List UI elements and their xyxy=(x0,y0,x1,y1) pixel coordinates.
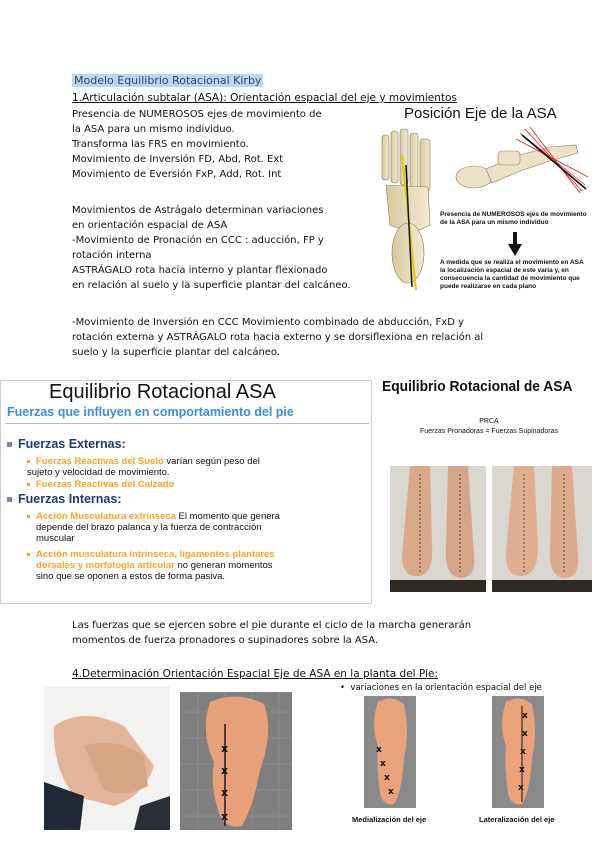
axis-mark: x xyxy=(221,810,229,823)
ground-reaction-text: varían según peso del xyxy=(163,456,260,467)
ground-reaction-label: Fuerzas Reactivas del Suelo xyxy=(36,456,164,467)
caption-line: A medida que se realiza el movimiento en ASA xyxy=(440,259,584,266)
external-forces-heading xyxy=(7,437,126,451)
paragraph-2-line: rotación interna xyxy=(72,250,152,261)
slide-left-subtitle: Fuerzas que influyen en comportamiento del pie xyxy=(7,405,294,419)
paragraph-1-line: Movimiento de Inversión FD, Abd, Rot. Ext xyxy=(72,154,284,165)
extrinsic-muscle-text-2: depende del brazo palanca y la fuerza de contracción xyxy=(36,522,262,533)
extrinsic-muscle-text-3: muscular xyxy=(36,533,75,544)
figure-asa-title: Posición Eje de la ASA xyxy=(404,105,557,122)
svg-text:x: x xyxy=(380,759,386,769)
internal-force-extrinsic xyxy=(27,511,367,544)
external-force-ground xyxy=(27,456,367,478)
heel-photo-right xyxy=(492,466,592,592)
section-4-heading: 4.Determinación Orientación Espacial Eje de ASA en la planta del Pie: xyxy=(72,668,438,680)
bullet-square-icon xyxy=(7,497,12,502)
internal-forces-label: Fuerzas Internas: xyxy=(18,492,122,506)
svg-text:x: x xyxy=(522,729,528,739)
extrinsic-muscle-text: El momento que genera xyxy=(175,511,280,522)
caption-line: Presencia de NUMEROSOS ejes de movimiento xyxy=(440,211,587,218)
heel-photo-left xyxy=(390,466,486,592)
foot-skeleton-lateral-illustration xyxy=(450,125,590,197)
paragraph-2-line: en relación al suelo y la superficie plantar del calcáneo. xyxy=(72,280,351,291)
paragraph-2-line: -Movimiento de Pronación en CCC : aducción, FP y xyxy=(72,235,324,246)
caption-line: la localización espacial de este varia y, en xyxy=(440,267,569,274)
footwear-reaction-label: Fuerzas Reactivas del Calzado xyxy=(36,479,175,490)
paragraph-3-line: rotación externa y ASTRÁGALO rota hacia externo y se dorsiflexiona en relación al xyxy=(72,332,484,343)
bullet-dot-icon: • xyxy=(340,683,351,693)
slide-right-title: Equilibrio Rotacional de ASA xyxy=(382,378,573,395)
lateralization-caption: Lateralización del eje xyxy=(479,815,555,824)
foot-skeleton-dorsal-illustration xyxy=(372,125,444,295)
svg-text:x: x xyxy=(520,747,526,757)
paragraph-3 xyxy=(72,315,483,360)
internal-force-intrinsic xyxy=(27,549,367,582)
prca-label: PRCA xyxy=(479,418,499,425)
document-title: Modelo Equilibrio Rotacional Kirby xyxy=(74,74,262,87)
svg-text:x: x xyxy=(522,711,528,721)
bullet-square-icon xyxy=(27,483,30,486)
svg-text:x: x xyxy=(519,765,525,775)
figure-asa-caption-1 xyxy=(440,211,587,227)
foot-lateralization-illustration xyxy=(492,696,544,808)
caption-line: de la ASA para un mismo individuo xyxy=(440,219,549,226)
hand-palpation-photo xyxy=(44,686,170,830)
paragraph-2 xyxy=(72,203,351,293)
foot-medialization-illustration xyxy=(364,696,416,808)
variation-bullet xyxy=(340,683,542,693)
bullet-square-icon xyxy=(7,442,12,447)
paragraph-2-line: en orientación espacial de ASA xyxy=(72,220,228,231)
external-force-footwear xyxy=(27,479,174,490)
bullet-square-icon xyxy=(27,515,30,518)
ground-reaction-text-2: sujeto y velocidad de movimiento. xyxy=(27,467,170,478)
intrinsic-text: no generan momentos xyxy=(174,560,273,571)
forces-equation: Fuerzas Pronadoras = Fuerzas Supinadoras xyxy=(420,428,558,435)
intrinsic-text-2: sino que se oponen a estos de forma pasiva. xyxy=(36,571,226,582)
intrinsic-label-2: dorsales y morfología articular xyxy=(36,560,175,571)
foot-plantar-grid-illustration xyxy=(180,692,292,830)
figure-asa-caption-2 xyxy=(440,259,584,291)
paragraph-2-line: Movimientos de Astrágalo determinan variaciones xyxy=(72,205,324,216)
extrinsic-muscle-label: Acción Musculatura extrínseca xyxy=(36,511,176,522)
axis-mark: x xyxy=(221,742,229,755)
paragraph-4 xyxy=(72,618,471,648)
caption-line: consecuencia la cantidad de movimiento que xyxy=(440,275,580,282)
svg-text:x: x xyxy=(388,787,394,797)
paragraph-1-line: Presencia de NUMEROSOS ejes de movimiento de xyxy=(72,109,322,120)
paragraph-1-line: la ASA para un mismo individuo. xyxy=(72,124,235,135)
axis-mark: x xyxy=(221,764,229,777)
paragraph-1 xyxy=(72,107,322,182)
bullet-square-icon xyxy=(27,553,30,556)
svg-text:x: x xyxy=(376,745,382,755)
arrow-down-icon xyxy=(508,232,522,256)
internal-forces-heading xyxy=(7,492,122,506)
paragraph-4-line: momentos de fuerza pronadores o supinadores sobre la ASA. xyxy=(72,635,379,646)
variation-text: variaciones en la orientación espacial del eje xyxy=(350,683,542,693)
paragraph-4-line: Las fuerzas que se ejercen sobre el pie durante el ciclo de la marcha generarán xyxy=(72,620,472,631)
caption-line: puede realizarse en cada plano xyxy=(440,283,537,290)
slide-equilibrio-rotacional-asa xyxy=(0,380,372,604)
slide-left-divider xyxy=(5,423,369,424)
slide-left-title: Equilibrio Rotacional ASA xyxy=(49,381,276,403)
section-1-heading: 1.Articulación subtalar (ASA): Orientación espacial del eje y movimientos xyxy=(72,92,457,104)
external-forces-label: Fuerzas Externas: xyxy=(18,437,126,451)
paragraph-2-line: ASTRÁGALO rota hacia interno y plantar flexionado xyxy=(72,265,328,276)
svg-text:x: x xyxy=(518,783,524,793)
paragraph-3-line: -Movimiento de Inversión en CCC Movimiento combinado de abducción, FxD y xyxy=(72,317,465,328)
bullet-square-icon xyxy=(27,460,30,463)
slide-equilibrio-rotacional-de-asa xyxy=(378,376,600,602)
paragraph-1-line: Transforma las FRS en movimiento. xyxy=(72,139,249,150)
svg-text:x: x xyxy=(384,773,390,783)
axis-mark: x xyxy=(221,786,229,799)
intrinsic-label: Acción musculatura intrínseca, ligamentos plantares xyxy=(36,549,275,560)
paragraph-1-line: Movimiento de Eversión FxP, Add, Rot. Int xyxy=(72,169,282,180)
paragraph-3-line: suelo y la superficie plantar del calcáneo. xyxy=(72,347,281,358)
medialization-caption: Medialización del eje xyxy=(352,815,427,824)
